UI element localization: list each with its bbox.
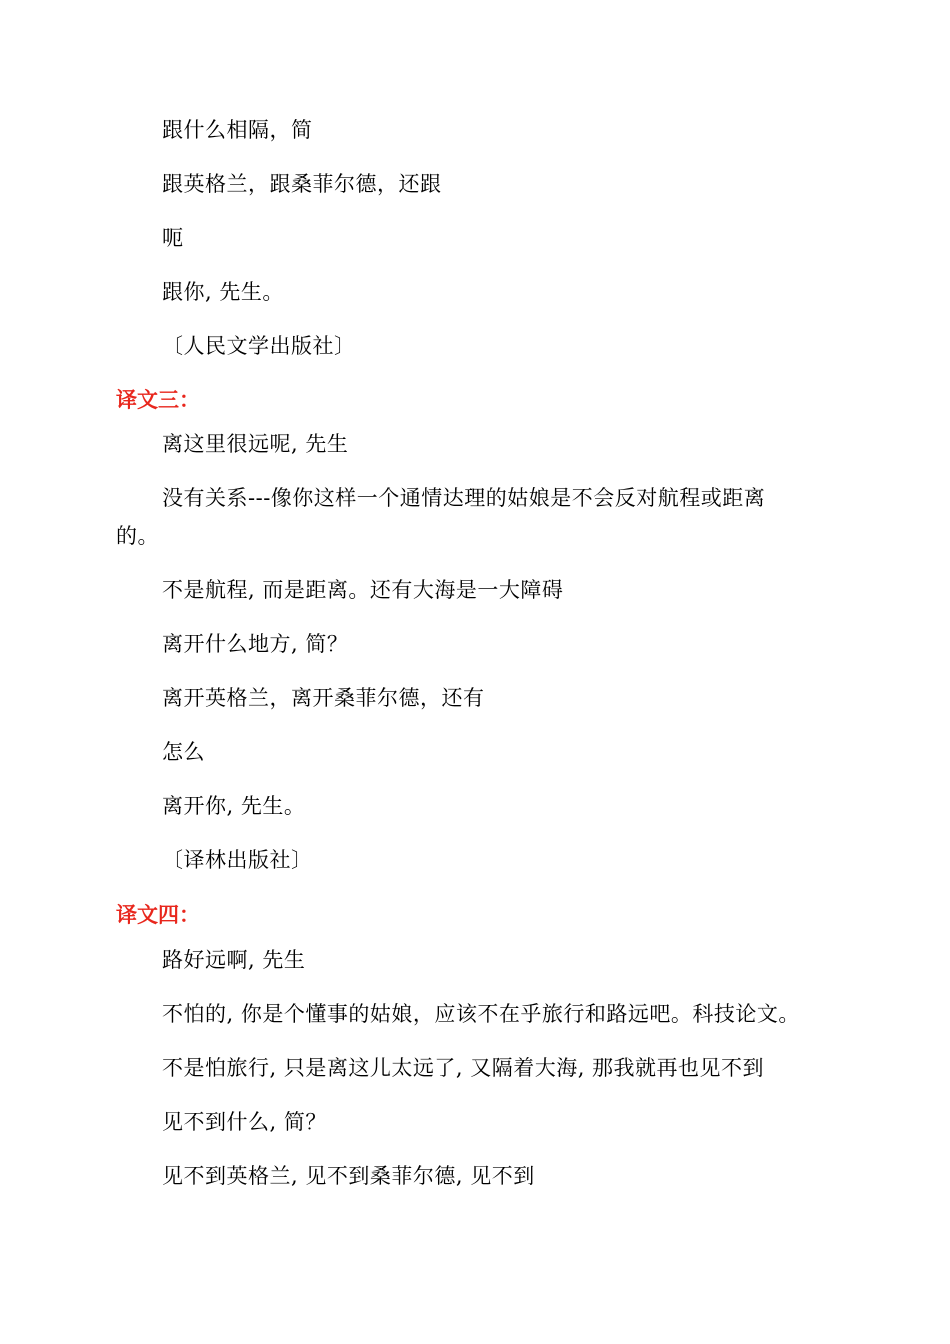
paragraph-line: 离这里很远呢, 先生: [162, 432, 349, 456]
section-heading-four: 译文四：: [116, 903, 200, 927]
section-heading-three: 译文三：: [116, 388, 200, 412]
publisher-note: 〔译林出版社〕: [162, 848, 313, 872]
paragraph-line: 不是航程, 而是距离。还有大海是一大障碍: [162, 578, 564, 602]
paragraph-line: 不是怕旅行, 只是离这儿太远了, 又隔着大海, 那我就再也见不到: [162, 1056, 765, 1080]
paragraph-line: 离开你, 先生。: [162, 794, 306, 818]
paragraph-line: 呃: [162, 226, 184, 250]
paragraph-line: 跟英格兰，跟桑菲尔德，还跟: [162, 172, 442, 196]
paragraph-line: 路好远啊, 先生: [162, 948, 306, 972]
paragraph-line: 跟什么相隔，简: [162, 118, 313, 142]
paragraph-line: 离开什么地方, 简？: [162, 632, 349, 656]
paragraph-line-wrap: 的。: [116, 524, 159, 548]
publisher-note: 〔人民文学出版社〕: [162, 334, 356, 358]
paragraph-line: 见不到英格兰, 见不到桑菲尔德, 见不到: [162, 1164, 535, 1188]
paragraph-line: 离开英格兰，离开桑菲尔德，还有: [162, 686, 485, 710]
paragraph-line: 没有关系---像你这样一个通情达理的姑娘是不会反对航程或距离: [162, 486, 766, 510]
paragraph-line: 不怕的, 你是个懂事的姑娘，应该不在乎旅行和路远吧。科技论文。: [162, 1002, 800, 1026]
paragraph-line: 怎么: [162, 740, 205, 764]
paragraph-line: 跟你, 先生。: [162, 280, 284, 304]
paragraph-line: 见不到什么, 简？: [162, 1110, 327, 1134]
